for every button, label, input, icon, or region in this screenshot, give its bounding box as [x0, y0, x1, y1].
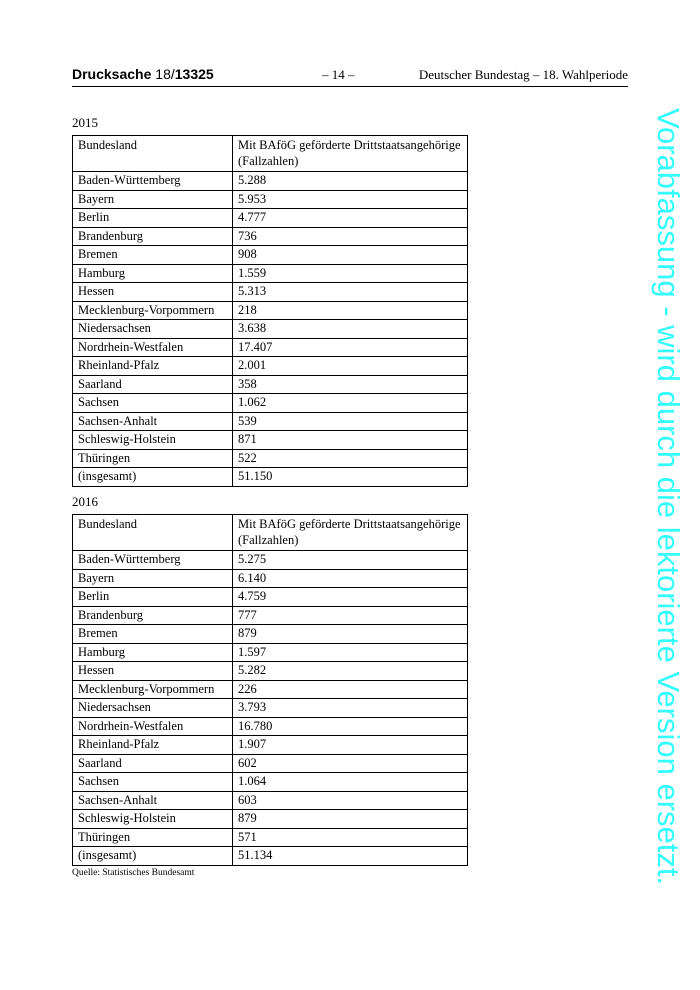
value-cell: 879 [233, 625, 468, 644]
value-cell: 879 [233, 810, 468, 829]
state-cell: Rheinland-Pfalz [73, 357, 233, 376]
table-row [73, 847, 468, 866]
state-cell: Schleswig-Holstein [73, 431, 233, 450]
table-2015 [72, 135, 468, 487]
value-cell: 5.275 [233, 551, 468, 570]
doc-number: 13325 [174, 66, 214, 82]
table-row [73, 412, 468, 431]
table-row [73, 357, 468, 376]
table-header-row [73, 515, 468, 551]
value-cell: 5.282 [233, 662, 468, 681]
state-cell: Niedersachsen [73, 320, 233, 339]
state-cell: Bremen [73, 625, 233, 644]
table-header-row [73, 136, 468, 172]
column-header-bundesland: Bundesland [73, 515, 233, 551]
value-cell: 1.064 [233, 773, 468, 792]
value-cell: 3.793 [233, 699, 468, 718]
table-row [73, 190, 468, 209]
state-cell: (insgesamt) [73, 468, 233, 487]
table-row [73, 625, 468, 644]
column-header-bundesland: Bundesland [73, 136, 233, 172]
state-cell: Hessen [73, 662, 233, 681]
value-cell: 16.780 [233, 717, 468, 736]
table-row [73, 301, 468, 320]
institution-label: Deutscher Bundestag – 18. Wahlperiode [418, 67, 628, 82]
value-cell: 1.597 [233, 643, 468, 662]
value-cell: 1.907 [233, 736, 468, 755]
table-row [73, 569, 468, 588]
value-cell: 51.150 [233, 468, 468, 487]
table-row [73, 449, 468, 468]
table-row [73, 680, 468, 699]
state-cell: Hamburg [73, 643, 233, 662]
state-cell: Saarland [73, 754, 233, 773]
value-cell: 358 [233, 375, 468, 394]
value-cell: 602 [233, 754, 468, 773]
table-row [73, 810, 468, 829]
table-row [73, 394, 468, 413]
state-cell: Hamburg [73, 264, 233, 283]
value-cell: 871 [233, 431, 468, 450]
page-header [72, 66, 628, 87]
value-cell: 17.407 [233, 338, 468, 357]
value-cell: 908 [233, 246, 468, 265]
column-header-fallzahlen: Mit BAföG geförderte Drittstaatsangehörige (Fallzahlen) [233, 136, 468, 172]
value-cell: 5.953 [233, 190, 468, 209]
table-row [73, 431, 468, 450]
table-row [73, 588, 468, 607]
table-row [73, 209, 468, 228]
year-heading-2016: 2016 [72, 494, 98, 509]
table-2016 [72, 514, 468, 866]
state-cell: Niedersachsen [73, 699, 233, 718]
table-row [73, 791, 468, 810]
state-cell: Bayern [73, 569, 233, 588]
table-row [73, 736, 468, 755]
state-cell: Bayern [73, 190, 233, 209]
source-note: Quelle: Statistisches Bundesamt [72, 868, 195, 878]
state-cell: Brandenburg [73, 227, 233, 246]
watermark-text: Vorabfassung - wird durch die lektorierte Version ersetzt. [651, 108, 686, 886]
state-cell: Mecklenburg-Vorpommern [73, 301, 233, 320]
state-cell: Bremen [73, 246, 233, 265]
table-row [73, 375, 468, 394]
value-cell: 226 [233, 680, 468, 699]
state-cell: Berlin [73, 209, 233, 228]
table-row [73, 754, 468, 773]
value-cell: 5.313 [233, 283, 468, 302]
state-cell: (insgesamt) [73, 847, 233, 866]
table-row [73, 717, 468, 736]
state-cell: Nordrhein-Westfalen [73, 338, 233, 357]
page-number: – 14 – [322, 67, 355, 82]
state-cell: Sachsen [73, 773, 233, 792]
state-cell: Baden-Württemberg [73, 551, 233, 570]
doc-label: Drucksache [72, 66, 152, 82]
value-cell: 736 [233, 227, 468, 246]
state-cell: Hessen [73, 283, 233, 302]
column-header-fallzahlen: Mit BAföG geförderte Drittstaatsangehörige (Fallzahlen) [233, 515, 468, 551]
state-cell: Baden-Württemberg [73, 172, 233, 191]
table-row [73, 283, 468, 302]
table-row [73, 551, 468, 570]
value-cell: 1.559 [233, 264, 468, 283]
table-row [73, 773, 468, 792]
table-row [73, 468, 468, 487]
table-row [73, 172, 468, 191]
value-cell: 51.134 [233, 847, 468, 866]
table-row [73, 338, 468, 357]
value-cell: 539 [233, 412, 468, 431]
table-row [73, 264, 468, 283]
table-row [73, 320, 468, 339]
table-row [73, 643, 468, 662]
value-cell: 4.759 [233, 588, 468, 607]
value-cell: 522 [233, 449, 468, 468]
table-row [73, 606, 468, 625]
value-cell: 6.140 [233, 569, 468, 588]
value-cell: 2.001 [233, 357, 468, 376]
value-cell: 5.288 [233, 172, 468, 191]
state-cell: Mecklenburg-Vorpommern [73, 680, 233, 699]
state-cell: Nordrhein-Westfalen [73, 717, 233, 736]
table-row [73, 227, 468, 246]
year-heading-2015: 2015 [72, 115, 98, 130]
table-row [73, 662, 468, 681]
state-cell: Berlin [73, 588, 233, 607]
state-cell: Brandenburg [73, 606, 233, 625]
state-cell: Thüringen [73, 449, 233, 468]
table-row [73, 828, 468, 847]
state-cell: Thüringen [73, 828, 233, 847]
state-cell: Saarland [73, 375, 233, 394]
doc-number-prefix: 18/ [155, 66, 175, 82]
table-row [73, 246, 468, 265]
value-cell: 603 [233, 791, 468, 810]
watermark [648, 108, 688, 908]
value-cell: 3.638 [233, 320, 468, 339]
table-row [73, 699, 468, 718]
state-cell: Schleswig-Holstein [73, 810, 233, 829]
value-cell: 218 [233, 301, 468, 320]
state-cell: Sachsen [73, 394, 233, 413]
value-cell: 777 [233, 606, 468, 625]
value-cell: 1.062 [233, 394, 468, 413]
state-cell: Sachsen-Anhalt [73, 791, 233, 810]
value-cell: 571 [233, 828, 468, 847]
state-cell: Rheinland-Pfalz [73, 736, 233, 755]
state-cell: Sachsen-Anhalt [73, 412, 233, 431]
document-number [72, 66, 214, 82]
value-cell: 4.777 [233, 209, 468, 228]
